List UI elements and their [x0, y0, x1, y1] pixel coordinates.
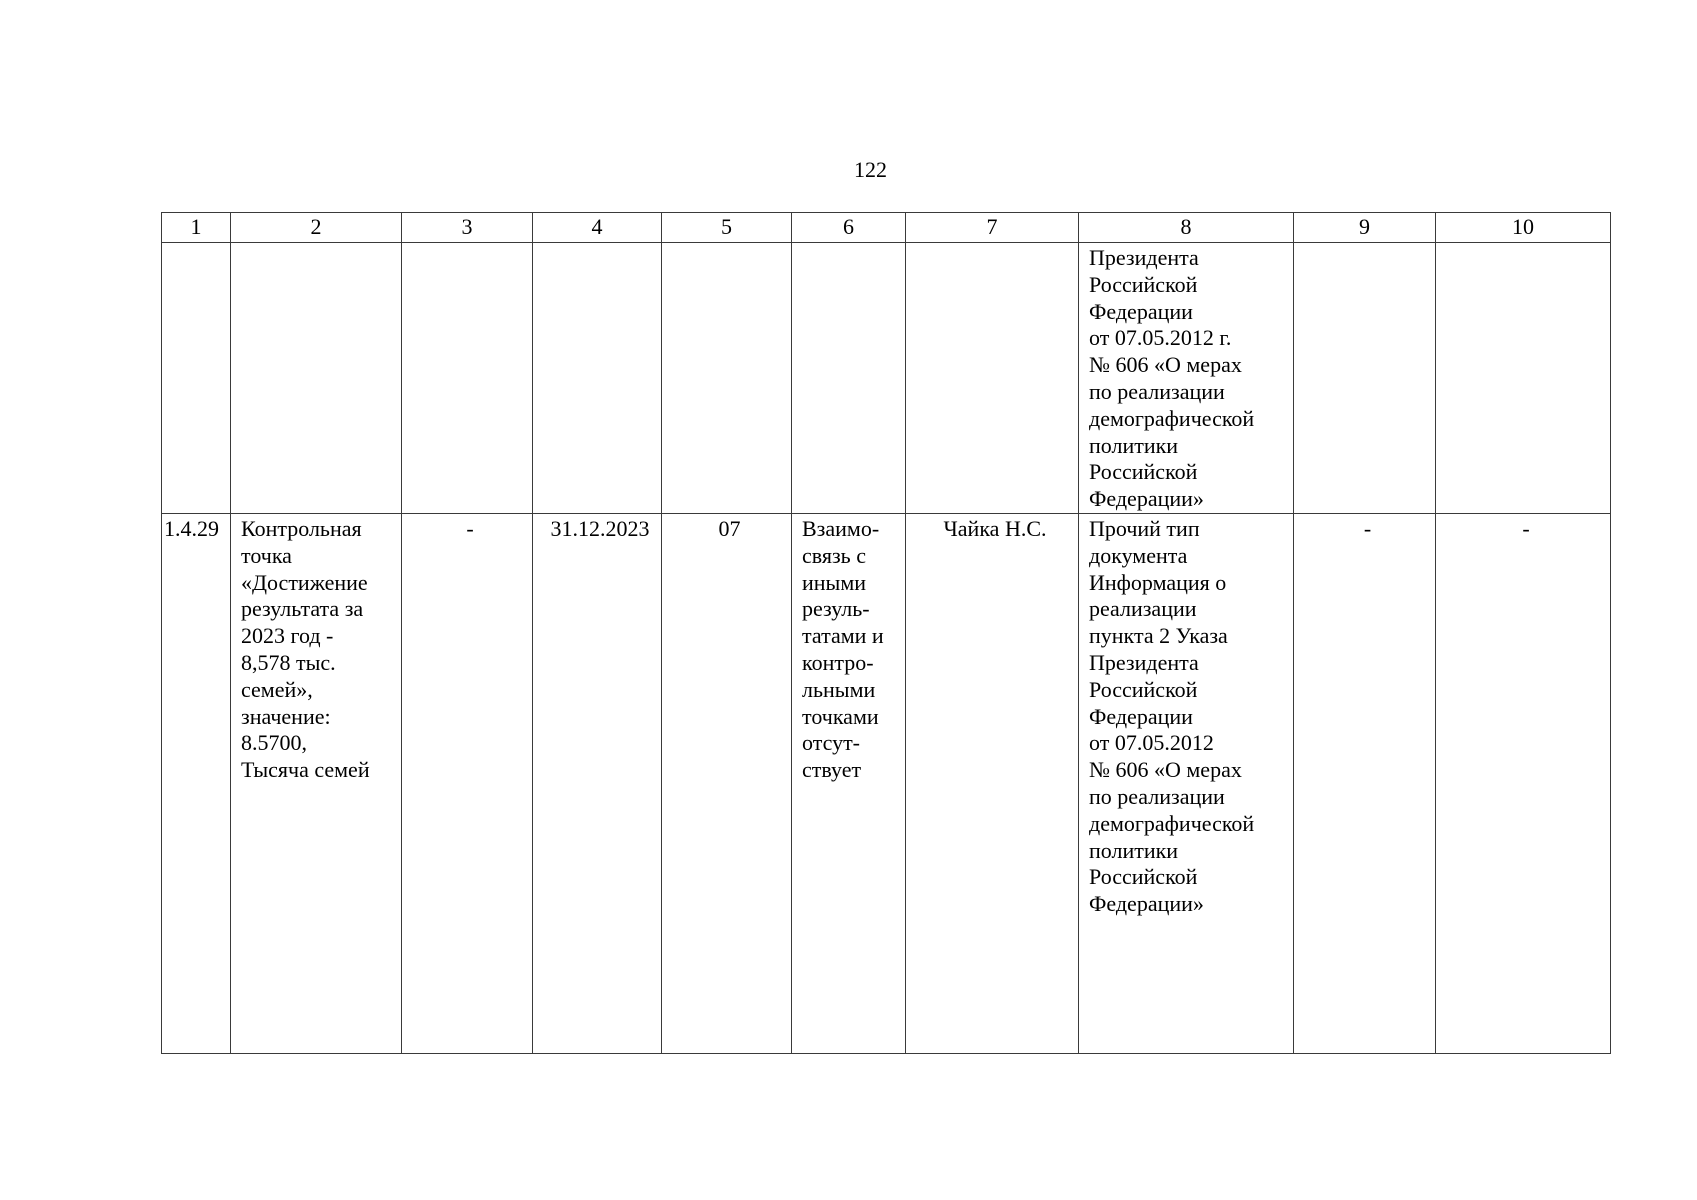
cont-cell-2 — [231, 243, 402, 514]
header-cell-10: 10 — [1436, 213, 1611, 243]
cont-cell-4 — [533, 243, 662, 514]
header-cell-3: 3 — [402, 213, 533, 243]
cont-cell-9 — [1294, 243, 1436, 514]
header-cell-5: 5 — [662, 213, 792, 243]
row-col3-cell: - — [402, 514, 533, 1054]
cont-cell-3 — [402, 243, 533, 514]
row-relation-cell: Взаимо- связь с иными резуль- татами и контро- льными точками отсут- ствует — [792, 514, 906, 1054]
document-table — [161, 212, 1611, 1054]
page-number: 122 — [854, 157, 887, 182]
row-responsible-cell: Чайка Н.С. — [906, 514, 1079, 1054]
row-number-cell: 1.4.29 — [162, 514, 231, 1054]
cont-cell-10 — [1436, 243, 1611, 514]
row-col9-cell: - — [1294, 514, 1436, 1054]
header-cell-1: 1 — [162, 213, 231, 243]
row-col10-cell: - — [1436, 514, 1611, 1054]
row-document-cell: Прочий тип документа Информация о реализации пункта 2 Указа Президента Российской Федерации от 07.05.2012 № 606 «О мерах по реализации демографической политики Российской Федерации» — [1079, 514, 1294, 1054]
header-cell-2: 2 — [231, 213, 402, 243]
header-cell-4: 4 — [533, 213, 662, 243]
table-header-row — [162, 213, 1611, 243]
cont-cell-document: Президента Российской Федерации от 07.05.2012 г. № 606 «О мерах по реализации демографической политики Российской Федерации» — [1079, 243, 1294, 514]
cont-cell-6 — [792, 243, 906, 514]
cont-cell-7 — [906, 243, 1079, 514]
header-cell-7: 7 — [906, 213, 1079, 243]
table-row — [162, 514, 1611, 1054]
table-row-continuation — [162, 243, 1611, 514]
cont-cell-5 — [662, 243, 792, 514]
row-code-cell: 07 — [662, 514, 792, 1054]
row-date-cell: 31.12.2023 — [533, 514, 662, 1054]
header-cell-9: 9 — [1294, 213, 1436, 243]
row-description-cell: Контрольная точка «Достижение результата за 2023 год - 8,578 тыс. семей», значение: 8.5700, Тысяча семей — [231, 514, 402, 1054]
header-cell-8: 8 — [1079, 213, 1294, 243]
header-cell-6: 6 — [792, 213, 906, 243]
cont-cell-1 — [162, 243, 231, 514]
